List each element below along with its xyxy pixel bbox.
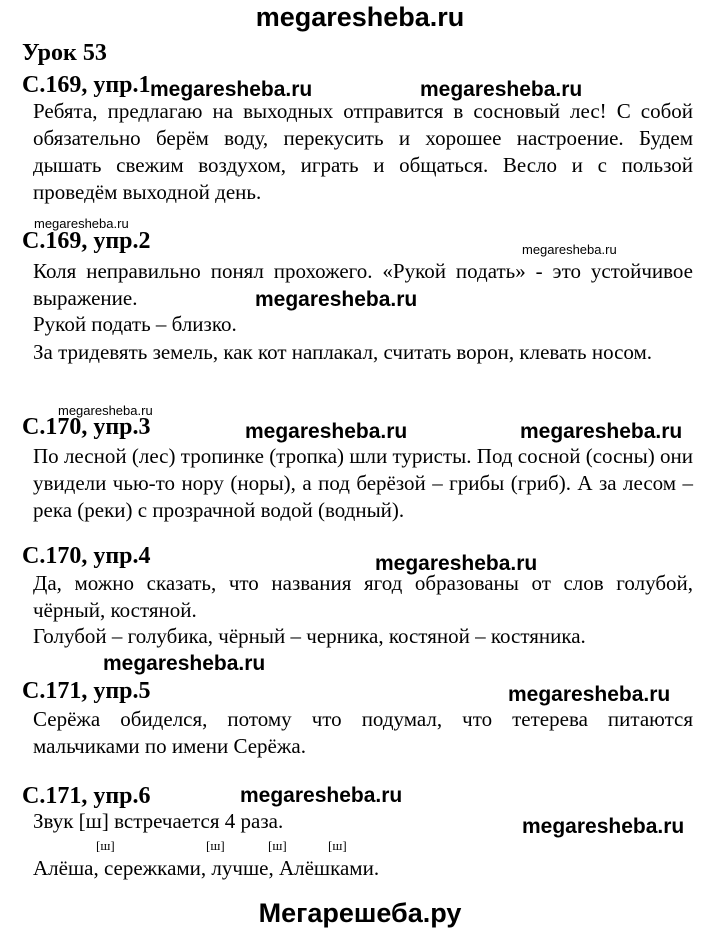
exercise-2-text-1: Коля неправильно понял прохожего. «Рукой подать» - это устойчивое выражение. bbox=[33, 259, 693, 310]
phonetic-mark: [ш] bbox=[328, 838, 347, 853]
watermark: megaresheba.ru bbox=[245, 420, 408, 443]
watermark: megaresheba.ru bbox=[150, 78, 313, 101]
exercise-4-text-2: Голубой – голубика, чёрный – черника, костяной – костяника. bbox=[33, 624, 586, 648]
watermark: megaresheba.ru bbox=[240, 784, 403, 807]
watermark: megaresheba.ru bbox=[522, 242, 617, 257]
phonetic-mark: [ш] bbox=[206, 838, 225, 853]
phonetic-mark: [ш] bbox=[96, 838, 115, 853]
exercise-heading-3: С.170, упр.3 bbox=[22, 414, 151, 440]
exercise-5-text: Серёжа обиделся, потому что подумал, что тетерева питаются мальчиками по имени Серёжа. bbox=[33, 707, 693, 758]
watermark: megaresheba.ru bbox=[420, 78, 583, 101]
exercise-6-text-2: Алёша, сережками, лучше, Алёшками. bbox=[33, 856, 380, 880]
watermark: megaresheba.ru bbox=[522, 815, 685, 838]
watermark: megaresheba.ru bbox=[103, 652, 266, 675]
exercise-2-text-3: За тридевять земель, как кот наплакал, считать ворон, клевать носом. bbox=[33, 340, 653, 364]
watermark: megaresheba.ru bbox=[520, 420, 683, 443]
exercise-6-text-1: Звук [ш] встречается 4 раза. bbox=[33, 809, 284, 833]
lesson-title: Урок 53 bbox=[22, 40, 107, 66]
exercise-4-text-1: Да, можно сказать, что названия ягод образованы от слов голубой, чёрный, костяной. bbox=[33, 571, 693, 622]
phonetic-mark: [ш] bbox=[268, 838, 287, 853]
site-header-watermark: megaresheba.ru bbox=[255, 2, 465, 32]
exercise-2-text-2: Рукой подать – близко. bbox=[33, 312, 237, 336]
exercise-3-text: По лесной (лес) тропинке (тропка) шли туристы. Под сосной (сосны) они увидели чью-то нору (норы), а под берёзой – грибы (гриб). А за лесом – река (реки) с прозрачной водой (водный). bbox=[33, 444, 693, 522]
exercise-heading-6: С.171, упр.6 bbox=[22, 783, 151, 809]
exercise-1-text: Ребята, предлагаю на выходных отправится в сосновый лес! С собой обязательно берём воду, перекусить и хорошее настроение. Будем дышать свежим воздухом, играть и общаться. Весло и с пользой проведём выходной день. bbox=[33, 99, 693, 204]
exercise-heading-2: С.169, упр.2 bbox=[22, 228, 151, 254]
watermark: megaresheba.ru bbox=[255, 288, 418, 311]
watermark: megaresheba.ru bbox=[58, 403, 153, 418]
watermark: megaresheba.ru bbox=[375, 552, 538, 575]
site-footer-watermark: Мегарешеба.ру bbox=[258, 898, 462, 928]
exercise-heading-1: С.169, упр.1 bbox=[22, 72, 151, 98]
exercise-heading-4: С.170, упр.4 bbox=[22, 543, 151, 569]
watermark: megaresheba.ru bbox=[34, 216, 129, 231]
exercise-heading-5: С.171, упр.5 bbox=[22, 678, 151, 704]
watermark: megaresheba.ru bbox=[508, 683, 671, 706]
